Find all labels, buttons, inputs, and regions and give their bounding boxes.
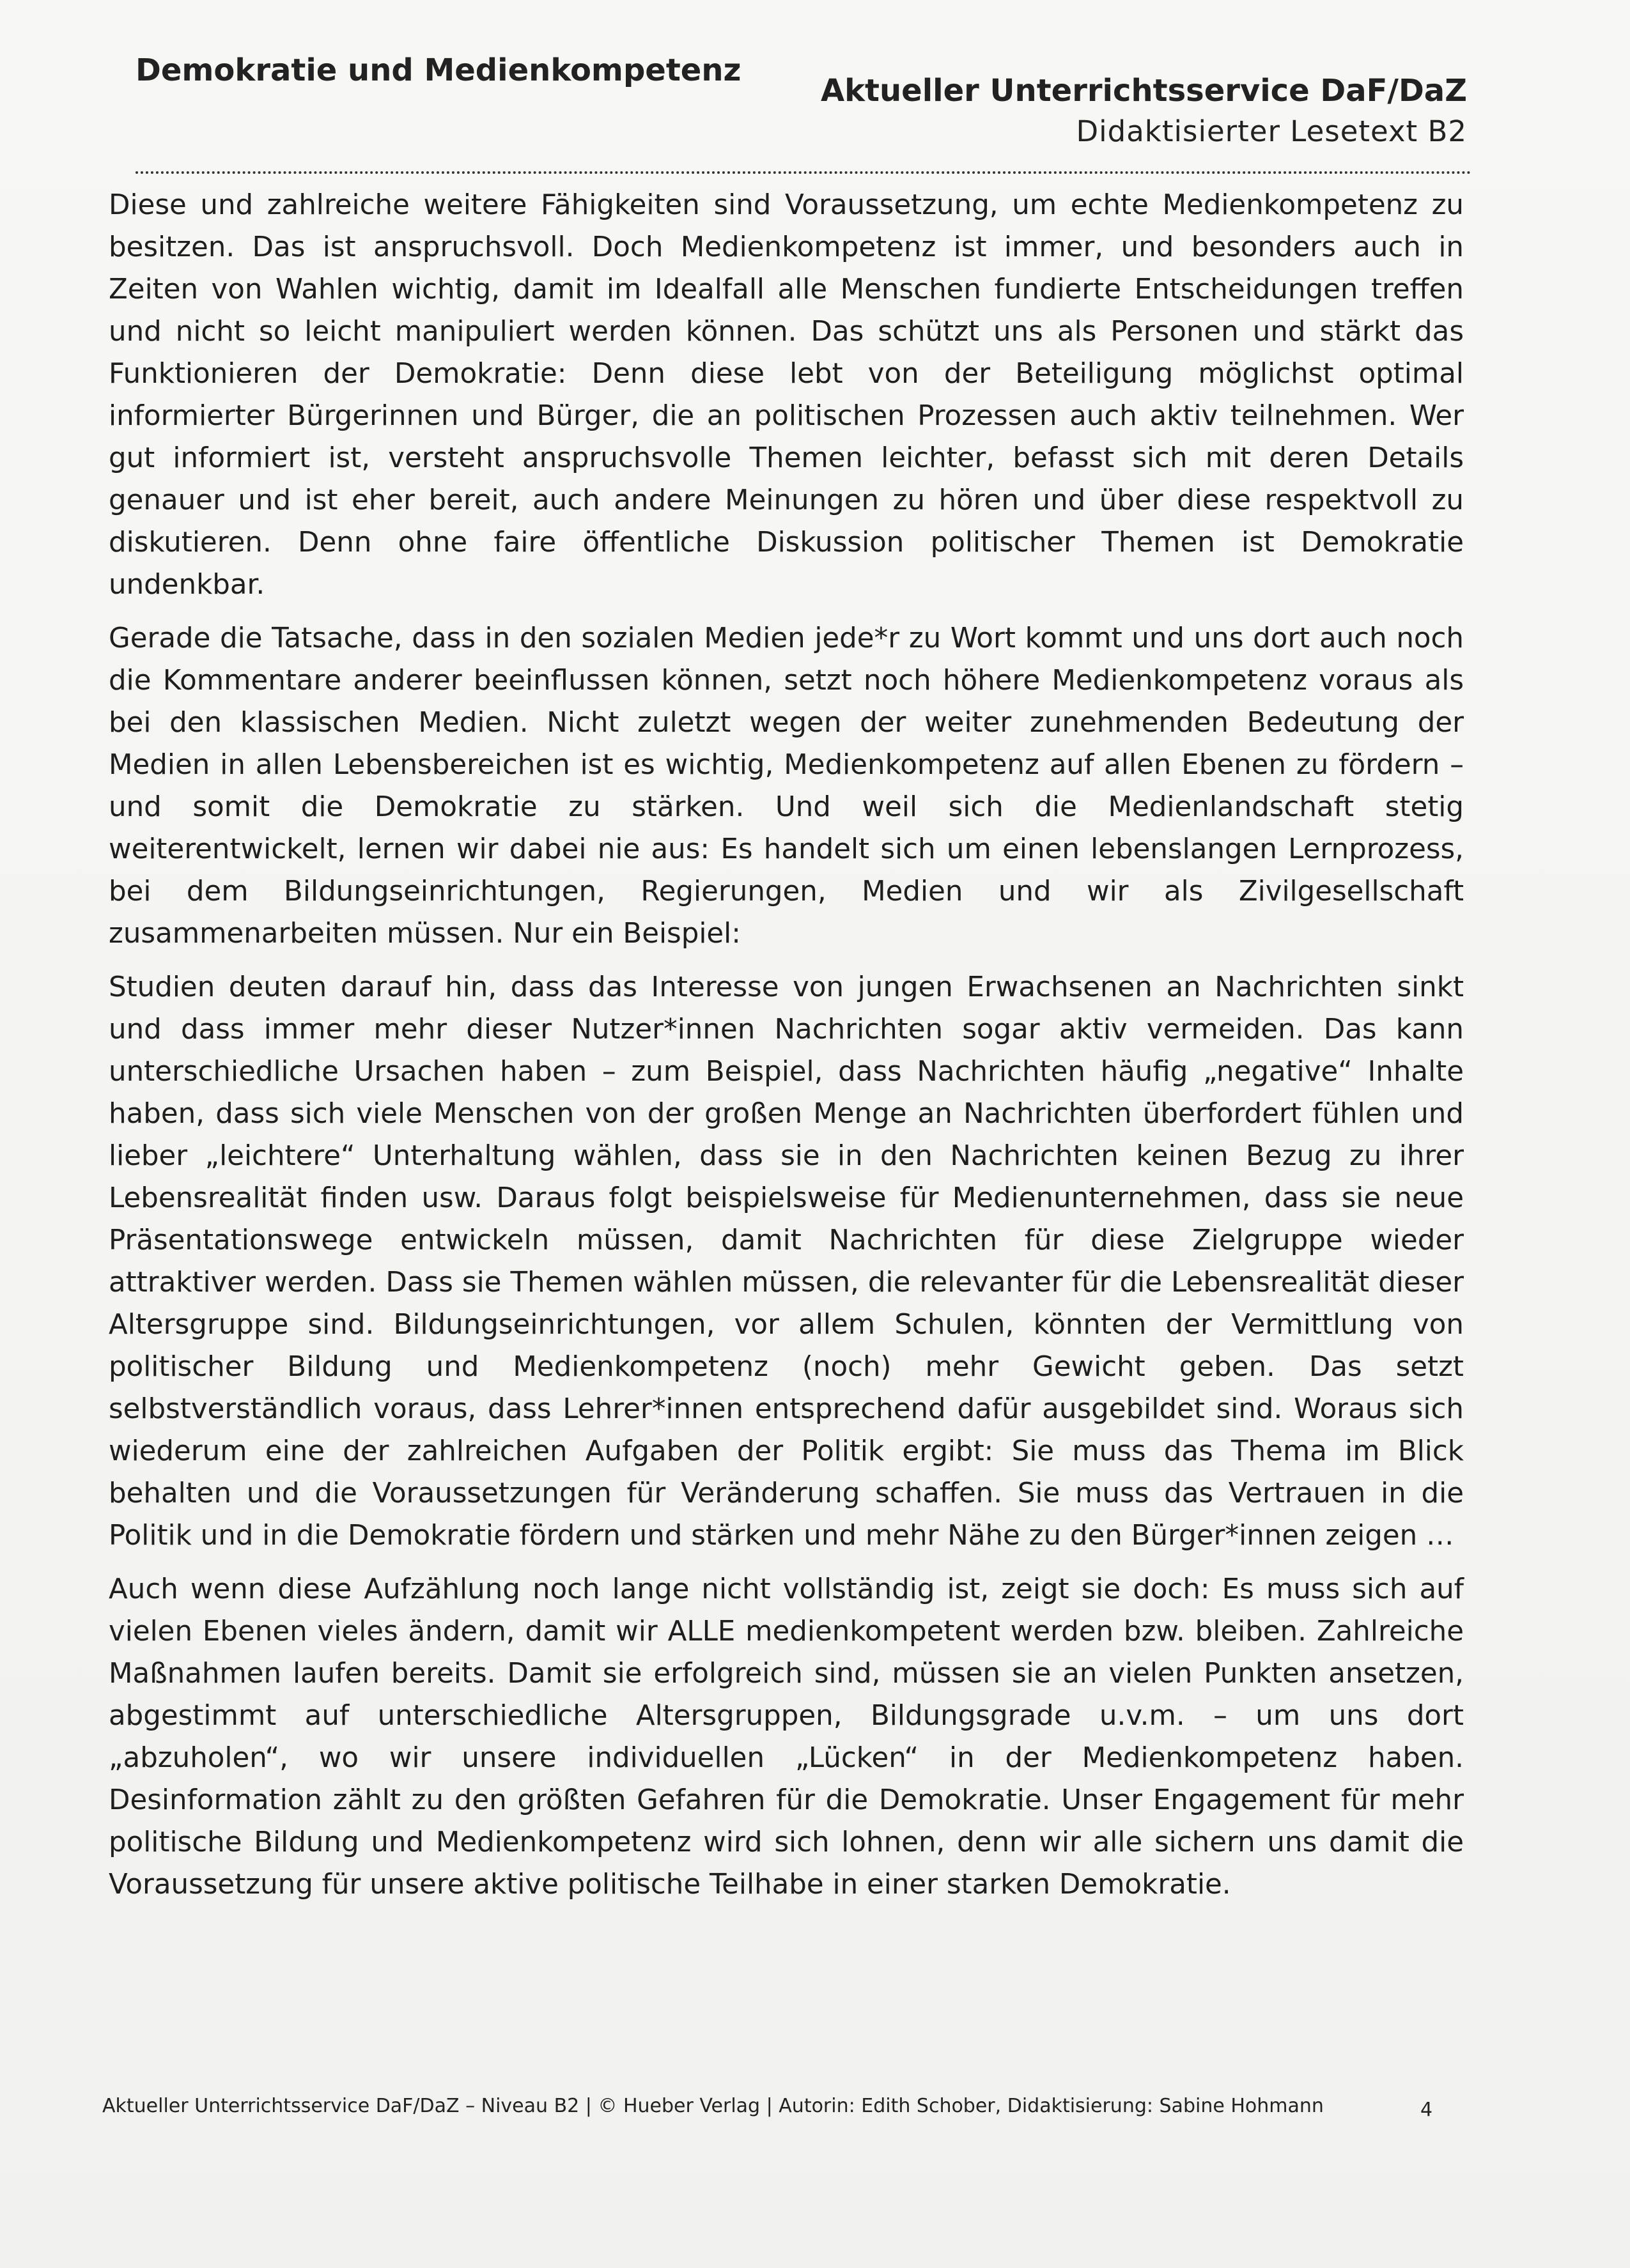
header-series-title: Aktueller Unterrichtsservice DaF/DaZ bbox=[820, 73, 1467, 109]
paragraph: Gerade die Tatsache, dass in den sozialen Medien jede*r zu Wort kommt und uns dort auch noch die Kommentare anderer beeinflussen können, setzt noch höhere Medienkompetenz voraus als bei den klassischen Medien. Nicht zuletzt wegen der weiter zunehmenden Bedeutung der Medien in allen Lebensbereichen ist es wichtig, Medienkompetenz auf allen Ebenen zu fördern – und somit die Demokratie zu stärken. Und weil sich die Medienlandschaft stetig weiterentwickelt, lernen wir dabei nie aus: Es handelt sich um einen lebenslangen Lernprozess, bei dem Bildungseinrichtungen, Regierungen, Medien und wir als Zivilgesellschaft zusammenarbeiten müssen. Nur ein Beispiel: bbox=[109, 622, 1464, 950]
paragraph: Studien deuten darauf hin, dass das Interesse von jungen Erwachsenen an Nachrichten sinkt und dass immer mehr dieser Nutzer*innen Nachrichten sogar aktiv vermeiden. Das kann unterschiedliche Ursachen haben – zum Beispiel, dass Nachrichten häufig „negative“ Inhalte haben, dass sich viele Menschen von der großen Menge an Nachrichten überfordert fühlen und lieber „leichtere“ Unterhaltung wählen, dass sie in den Nachrichten keinen Bezug zu ihrer Lebensrealität finden usw. Daraus folgt beispielsweise für Medienunternehmen, dass sie neue Präsentationswege entwickeln müssen, damit Nachrichten für diese Zielgruppe wieder attraktiver werden. Dass sie Themen wählen müssen, die relevanter für die Lebensrealität dieser Altersgruppe sind. Bildungseinrichtungen, vor allem Schulen, könnten der Vermittlung von politischer Bildung und Medienkompetenz (noch) mehr Gewicht geben. Das setzt selbstverständlich voraus, dass Lehrer*innen entsprechend dafür ausgebildet sind. Woraus sich wiederum eine der zahlreichen Aufgaben der Politik ergibt: Sie muss das Thema im Blick behalten und die Voraussetzungen für Veränderung schaffen. Sie muss das Vertrauen in die Politik und in die Demokratie fördern und stärken und mehr Nähe zu den Bürger*innen zeigen … bbox=[109, 971, 1464, 1552]
header-series-block bbox=[821, 70, 1467, 152]
article-body bbox=[109, 184, 1464, 1917]
header-topic-title: Demokratie und Medienkompetenz bbox=[136, 52, 741, 88]
header-divider bbox=[136, 171, 1471, 174]
paragraph: Auch wenn diese Aufzählung noch lange nicht vollständig ist, zeigt sie doch: Es muss sich auf vielen Ebenen vieles ändern, damit wir ALLE medienkompetent werden bzw. bleiben. Zahlreiche Maßnahmen laufen bereits. Damit sie erfolgreich sind, müssen sie an vielen Punkten ansetzen, abgestimmt auf unterschiedliche Altersgruppen, Bildungsgrade u.v.m. – um uns dort „abzuholen“, wo wir unsere individuellen „Lücken“ in der Medienkompetenz haben. Desinformation zählt zu den größten Gefahren für die Demokratie. Unser Engagement für mehr politische Bildung und Medienkompetenz wird sich lohnen, denn wir alle sichern uns damit die Voraussetzung für unsere aktive politische Teilhabe in einer starken Demokratie. bbox=[109, 1573, 1464, 1901]
header-series-subtitle: Didaktisierter Lesetext B2 bbox=[1076, 114, 1467, 148]
paragraph: Diese und zahlreiche weitere Fähigkeiten sind Voraussetzung, um echte Medienkompetenz zu besitzen. Das ist anspruchsvoll. Doch Medienkompetenz ist immer, und besonders auch in Zeiten von Wahlen wichtig, damit im Idealfall alle Menschen fundierte Entscheidungen treffen und nicht so leicht manipuliert werden können. Das schützt uns als Personen und stärkt das Funktionieren der Demokratie: Denn diese lebt von der Beteiligung möglichst optimal informierter Bürgerinnen und Bürger, die an politischen Prozessen auch aktiv teilnehmen. Wer gut informiert ist, versteht anspruchsvolle Themen leichter, befasst sich mit deren Details genauer und ist eher bereit, auch andere Meinungen zu hören und über diese respektvoll zu diskutieren. Denn ohne faire öffentliche Diskussion politischer Themen ist Demokratie undenkbar. bbox=[109, 189, 1464, 601]
footer-credits: Aktueller Unterrichtsservice DaF/DaZ – Niveau B2 | © Hueber Verlag | Autorin: Edith Schober, Didaktisierung: Sabine Hohmann bbox=[102, 2095, 1324, 2117]
page-number: 4 bbox=[1420, 2099, 1433, 2121]
